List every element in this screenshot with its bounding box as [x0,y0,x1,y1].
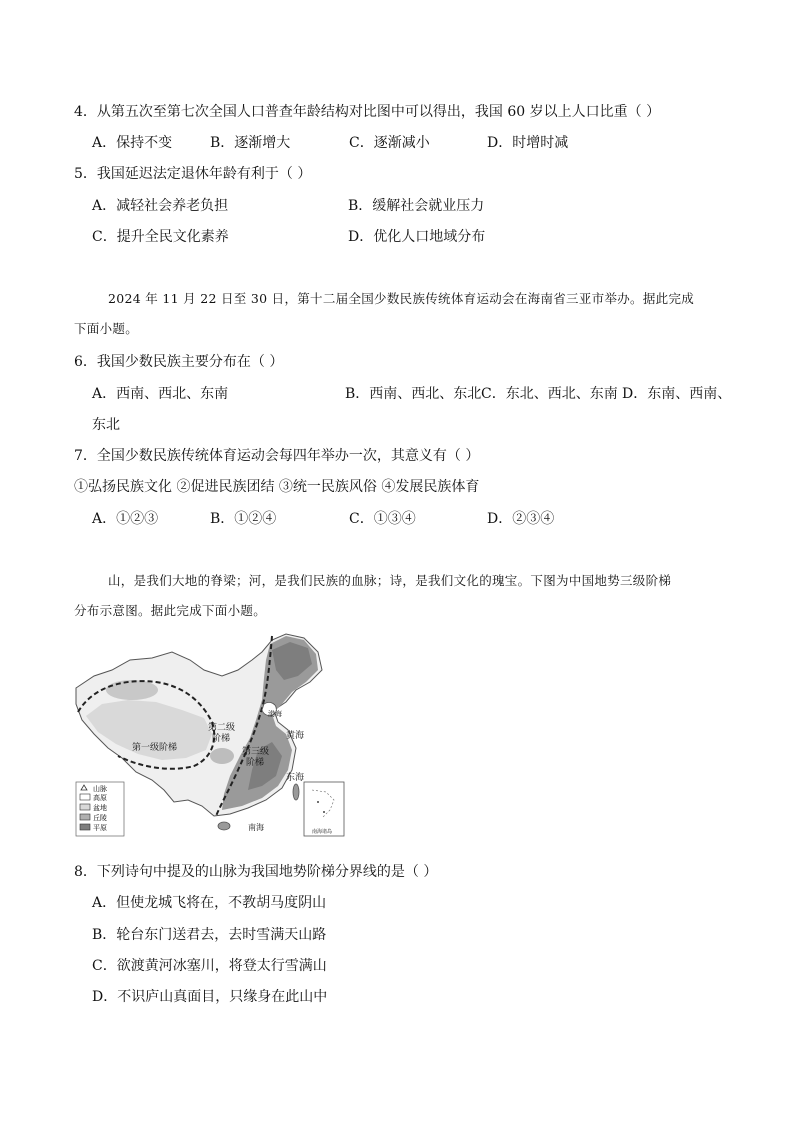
taiwan-island [293,784,299,800]
q4-stem: 4．从第五次至第七次全国人口普查年龄结构对比图中可以得出，我国 60 岁以上人口比重（ ） [74,104,661,120]
q8-option-a[interactable]: A．但使龙城飞将在，不教胡马度阴山 [92,895,327,911]
passage1-line1: 2024 年 11 月 22 日至 30 日，第十二届全国少数民族传统体育运动会在海南省三亚市举办。据此完成 [108,291,695,306]
label-step2b: 阶梯 [212,734,231,744]
q6-option-c[interactable]: C．东北、西北、东南 [481,386,618,402]
q4-option-c[interactable]: C．逐渐减小 [349,135,430,151]
legend-hills: 丘陵 [93,814,107,822]
label-south-sea: 南海 [248,823,264,832]
legend-basin: 盆地 [93,804,107,812]
q7-stem: 7．全国少数民族传统体育运动会每四年举办一次，其意义有（ ） [74,448,480,464]
label-step2a: 第二级 [208,723,236,733]
passage-sports-meet [74,284,724,344]
q7-option-a[interactable]: A．①②③ [92,511,159,527]
q4-option-a[interactable]: A．保持不变 [92,135,173,151]
q5-option-a[interactable]: A．减轻社会养老负担 [92,198,229,214]
china-terrain-steps-map [72,630,350,838]
label-yellow-sea: 黄海 [286,731,305,741]
q7-option-d[interactable]: D．②③④ [487,511,555,527]
q6-option-d-wrap: 东北 [92,417,120,433]
legend-plain: 平原 [93,824,107,832]
q4-option-b[interactable]: B．逐渐增大 [210,135,291,151]
legend-plateau: 高原 [93,794,107,802]
sichuan-basin [210,748,234,764]
label-step3a: 第三级 [242,747,270,757]
q6-stem: 6．我国少数民族主要分布在（ ） [74,354,284,370]
q8-option-c[interactable]: C．欲渡黄河冰塞川，将登太行雪满山 [92,958,327,974]
label-bohai: 渤海 [268,710,282,718]
q8-option-d[interactable]: D．不识庐山真面目，只缘身在此山中 [92,989,328,1005]
q6-option-b[interactable]: B．西南、西北、东北 [345,386,482,402]
label-step3b: 阶梯 [246,758,265,768]
label-step1: 第一级阶梯 [132,743,178,753]
hainan-island [218,822,230,830]
label-east-sea: 东海 [286,773,305,783]
legend-mountain: 山脉 [93,785,107,793]
q6-option-a[interactable]: A．西南、西北、东南 [92,386,229,402]
q5-option-b[interactable]: B．缓解社会就业压力 [348,198,485,214]
passage-terrain [74,566,724,626]
passage2-line1: 山，是我们大地的脊梁；河，是我们民族的血脉；诗，是我们文化的瑰宝。下图为中国地势三级阶梯 [108,573,672,588]
inset-label: 南海诸岛 [312,829,333,835]
map-legend [76,782,124,836]
q7-option-c[interactable]: C．①③④ [349,511,416,527]
q7-option-b[interactable]: B．①②④ [210,511,277,527]
q6-option-d[interactable]: D．东南、西南、 [622,386,732,402]
passage1-line2: 下面小题。 [74,321,139,336]
south-sea-inset [304,782,344,836]
q5-option-c[interactable]: C．提升全民文化素养 [92,229,229,245]
passage2-line2: 分布示意图。据此完成下面小题。 [74,603,267,618]
q5-stem: 5．我国延迟法定退休年龄有利于（ ） [74,166,312,182]
tarim-basin [106,680,158,700]
q8-stem: 8．下列诗句中提及的山脉为我国地势阶梯分界线的是（ ） [74,864,438,880]
q8-option-b[interactable]: B．轮台东门送君去，去时雪满天山路 [92,927,327,943]
q7-statements: ①弘扬民族文化 ②促进民族团结 ③统一民族风俗 ④发展民族体育 [74,479,480,495]
q4-option-d[interactable]: D．时增时减 [487,135,569,151]
q5-option-d[interactable]: D．优化人口地域分布 [348,229,486,245]
